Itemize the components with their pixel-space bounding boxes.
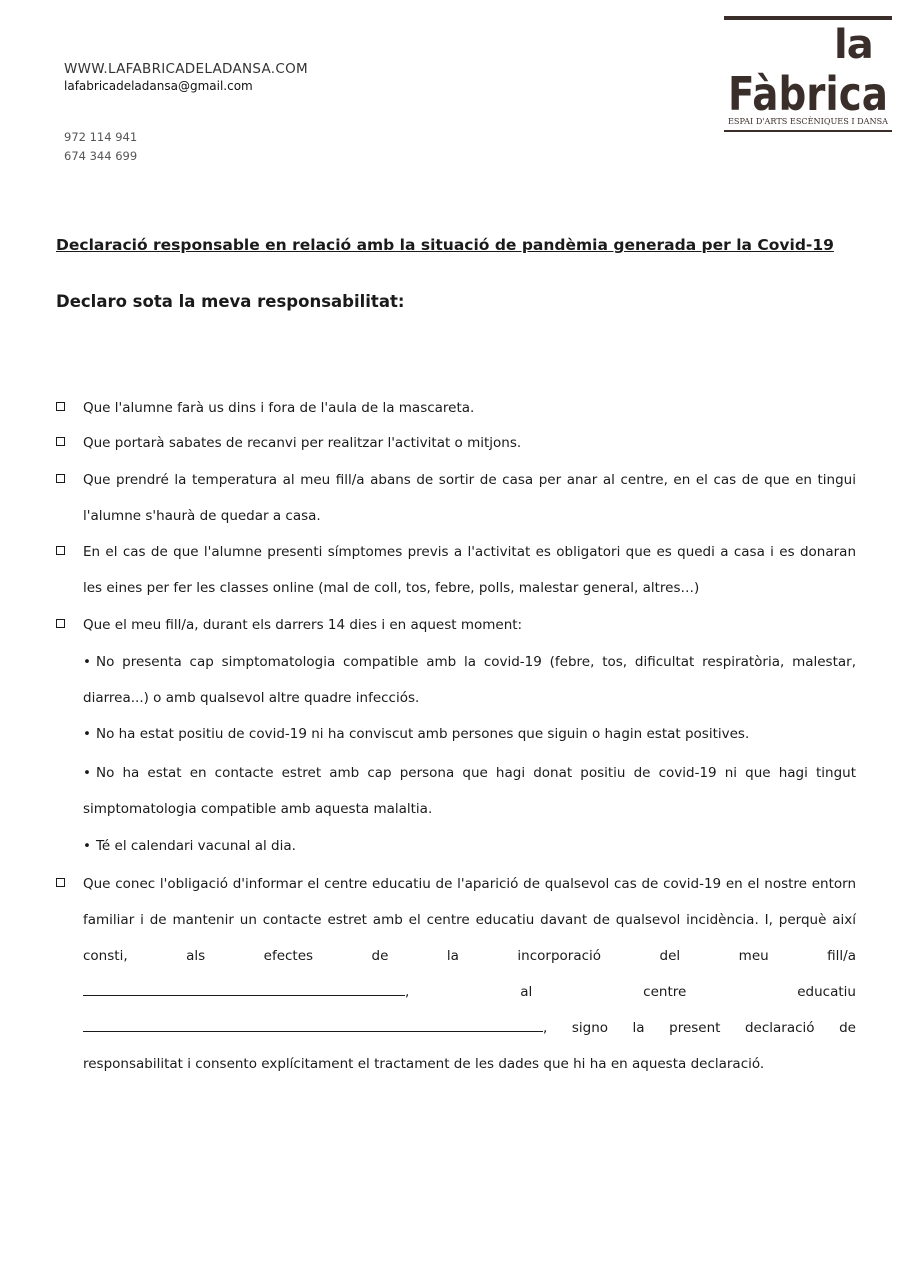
phone-2: 674 344 699 xyxy=(64,149,138,163)
bullet-icon: • xyxy=(83,654,91,670)
checklist-item xyxy=(56,390,856,426)
checkbox[interactable] xyxy=(56,402,65,411)
sub-bullet-item xyxy=(83,644,856,716)
sub-item-text: Té el calendari vacunal al dia. xyxy=(95,838,296,854)
document-subtitle: Declaro sota la meva responsabilitat: xyxy=(56,292,405,311)
contact-block xyxy=(64,60,308,95)
bullet-icon: • xyxy=(83,726,91,742)
item-text: Que portarà sabates de recanvi per realitzar l'activitat o mitjons. xyxy=(83,435,522,451)
comma-text: , xyxy=(405,984,410,1000)
website-text: WWW.LAFABRICADELADANSA.COM xyxy=(64,61,308,77)
sub-item-text: No presenta cap simptomatologia compatible amb la covid-19 (febre, tos, dificultat respiratòria, malestar, diarrea...) o amb qualsevol altre quadre infecciós. xyxy=(83,654,856,706)
checkbox[interactable] xyxy=(56,878,65,887)
checklist-item xyxy=(56,607,856,643)
logo-tagline: ESPAI D'ARTS ESCÈNIQUES I DANSA xyxy=(728,117,889,126)
sub-item-text: No ha estat positiu de covid-19 ni ha conviscut amb persones que siguin o hagin estat positives. xyxy=(95,726,750,742)
checklist-item xyxy=(56,462,856,534)
declaration-end-text: , signo la present declaració de responsabilitat i consento explícitament el tractament de les dades que hi ha en aquesta declaració. xyxy=(83,1020,856,1072)
phone-block xyxy=(64,128,137,166)
la-fabrica-logo xyxy=(722,14,894,136)
child-name-field[interactable] xyxy=(83,981,405,996)
declaration-line-3 xyxy=(83,1010,856,1082)
checkbox[interactable] xyxy=(56,546,65,555)
checklist-item xyxy=(56,534,856,606)
sub-bullet-item xyxy=(83,716,856,752)
item-text: Que l'alumne farà us dins i fora de l'aula de la mascareta. xyxy=(83,400,475,416)
document-title: Declaració responsable en relació amb la situació de pandèmia generada per la Covid-19 xyxy=(56,236,834,254)
email-text: lafabricadeladansa@gmail.com xyxy=(64,79,253,93)
checkbox[interactable] xyxy=(56,437,65,446)
word-al: al xyxy=(520,984,533,1000)
bullet-icon: • xyxy=(83,765,91,781)
item-text: Que prendré la temperatura al meu fill/a abans de sortir de casa per anar al centre, en el cas de que en tingui l'alumne s'haurà de quedar a casa. xyxy=(83,472,856,524)
word-centre: centre xyxy=(643,984,687,1000)
logo-la: la xyxy=(834,22,873,68)
phone-1: 972 114 941 xyxy=(64,130,138,144)
logo-fabrica: Fàbrica xyxy=(728,67,888,121)
declaration-line-2 xyxy=(83,974,856,1010)
item-text: Que el meu fill/a, durant els darrers 14 dies i en aquest moment: xyxy=(83,617,523,633)
checklist-item-declaration xyxy=(56,866,856,1082)
checklist-item xyxy=(56,425,856,461)
item-text: En el cas de que l'alumne presenti símptomes previs a l'activitat es obligatori que es quedi a casa i es donaran les eines per fer les classes online (mal de coll, tos, febre, polls, malestar general, altres…) xyxy=(83,544,856,596)
sub-bullet-item xyxy=(83,755,856,827)
checkbox[interactable] xyxy=(56,474,65,483)
checkbox[interactable] xyxy=(56,619,65,628)
declaration-text: Que conec l'obligació d'informar el centre educatiu de l'aparició de qualsevol cas de covid-19 en el nostre entorn familiar i de mantenir un contacte estret amb el centre educatiu davant de qualsevol incidència. I, perquè així consti, als efectes de la incorporació del meu fill/a xyxy=(83,876,856,964)
bullet-icon: • xyxy=(83,838,91,854)
school-name-field[interactable] xyxy=(83,1017,543,1032)
sub-bullet-item xyxy=(83,828,856,864)
word-educatiu: educatiu xyxy=(797,984,856,1000)
sub-item-text: No ha estat en contacte estret amb cap persona que hagi donat positiu de covid-19 ni que hagi tingut simptomatologia compatible amb aquesta malaltia. xyxy=(83,765,856,817)
